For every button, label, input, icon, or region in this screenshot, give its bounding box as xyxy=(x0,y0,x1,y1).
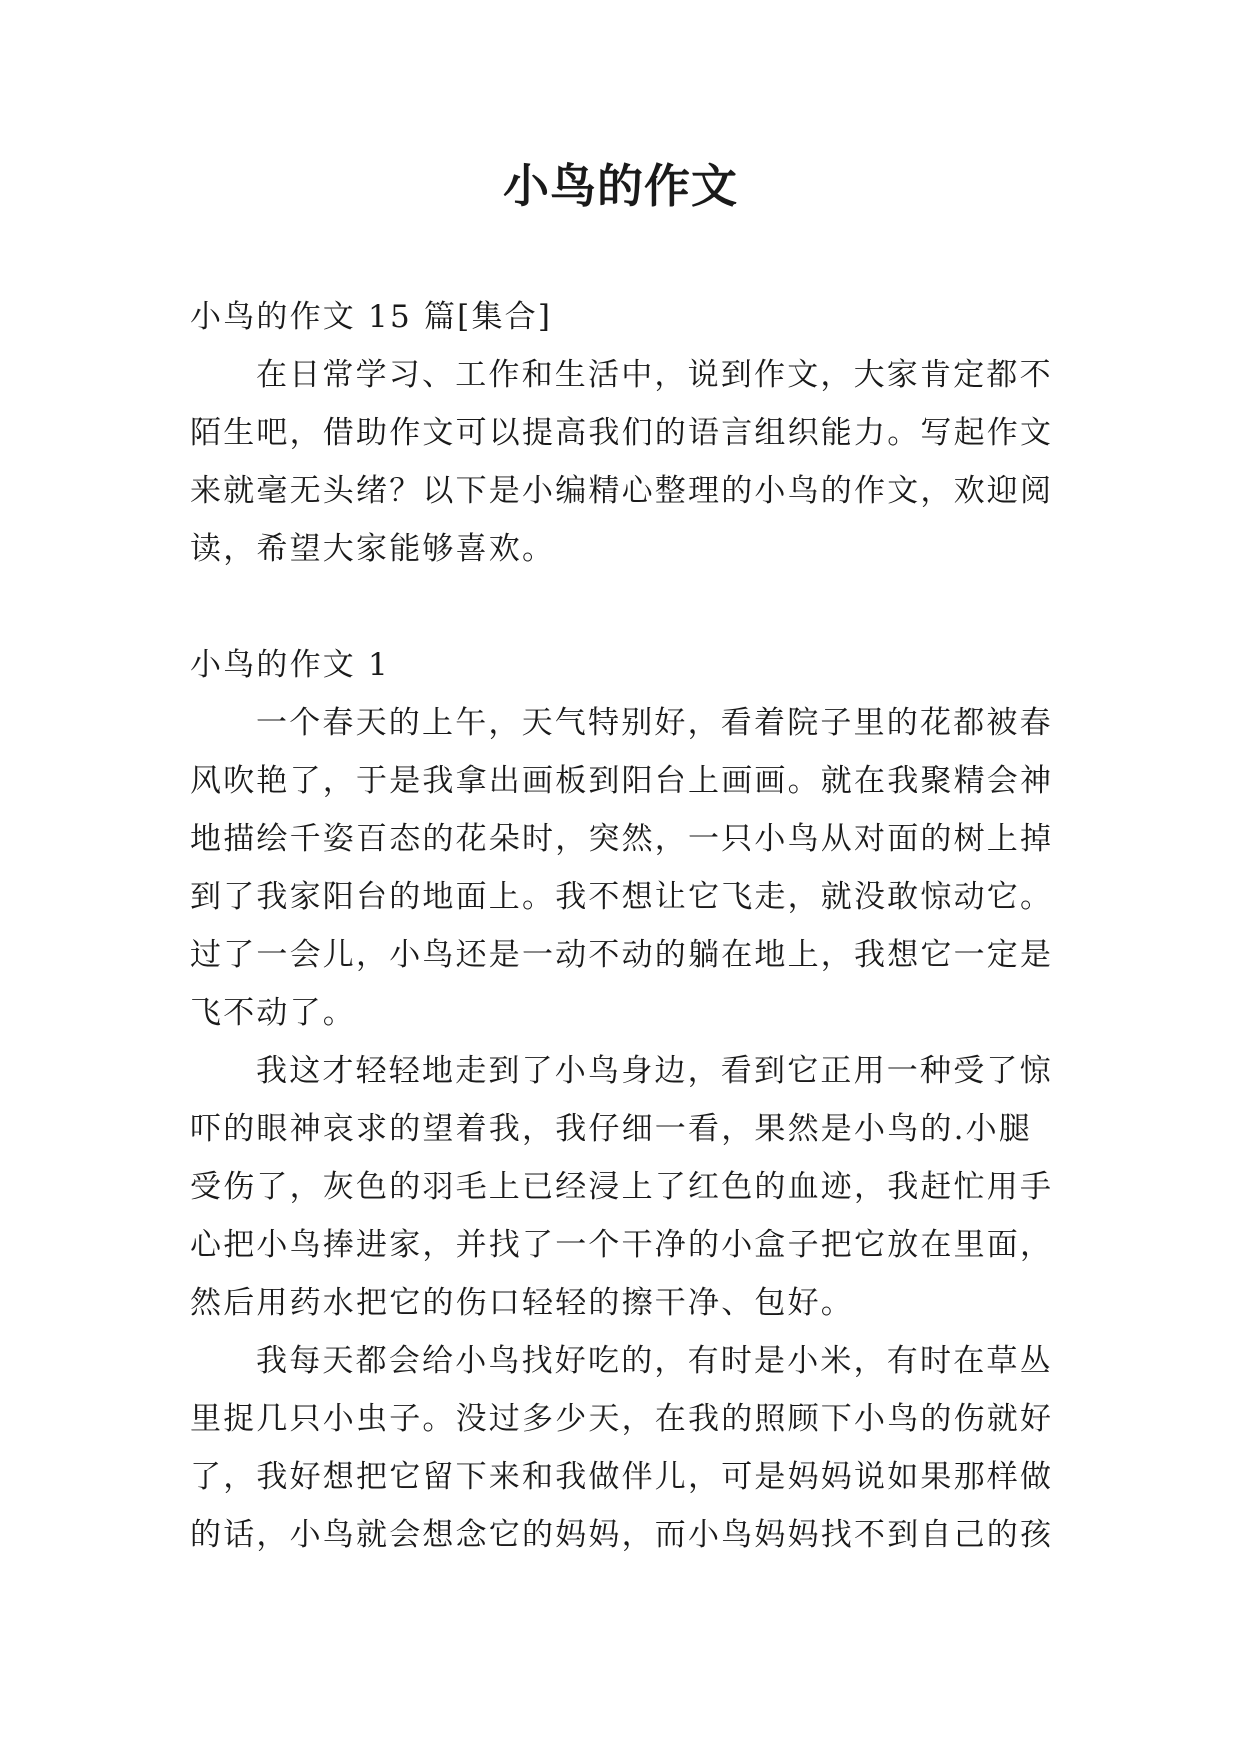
paragraph-line: 到了我家阳台的地面上。我不想让它飞走，就没敢惊动它。 xyxy=(190,879,1054,915)
paragraph-line: 陌生吧，借助作文可以提高我们的语言组织能力。写起作文 xyxy=(190,415,1054,451)
paragraph-line: 受伤了，灰色的羽毛上已经浸上了红色的血迹，我赶忙用手 xyxy=(190,1169,1054,1205)
story-paragraph-1 xyxy=(190,694,1052,1042)
document-title: 小鸟的作文 xyxy=(503,159,738,213)
section-heading: 小鸟的作文 1 xyxy=(190,647,390,683)
paragraph-line: 一个春天的上午，天气特别好，看着院子里的花都被春 xyxy=(256,705,1053,741)
paragraph-line: 过了一会儿，小鸟还是一动不动的躺在地上，我想它一定是 xyxy=(190,937,1054,973)
paragraph-line: 了，我好想把它留下来和我做伴儿，可是妈妈说如果那样做 xyxy=(190,1459,1054,1495)
paragraph-line: 里捉几只小虫子。没过多少天，在我的照顾下小鸟的伤就好 xyxy=(190,1401,1054,1437)
paragraph-line: 吓的眼神哀求的望着我，我仔细一看，果然是小鸟的.小腿 xyxy=(190,1111,1033,1147)
document-subtitle: 小鸟的作文 15 篇[集合] xyxy=(190,299,553,335)
paragraph-spacer xyxy=(190,578,1052,636)
paragraph-line: 读，希望大家能够喜欢。 xyxy=(190,531,556,567)
story-paragraph-2 xyxy=(190,1042,1052,1332)
story-paragraph-3 xyxy=(190,1332,1052,1564)
paragraph-line: 心把小鸟捧进家，并找了一个干净的小盒子把它放在里面， xyxy=(190,1227,1054,1263)
paragraph-line: 然后用药水把它的伤口轻轻的擦干净、包好。 xyxy=(190,1285,854,1321)
paragraph-line: 我这才轻轻地走到了小鸟身边，看到它正用一种受了惊 xyxy=(256,1053,1053,1089)
document-body xyxy=(190,288,1052,1564)
paragraph-line: 的话，小鸟就会想念它的妈妈，而小鸟妈妈找不到自己的孩 xyxy=(190,1517,1054,1553)
paragraph-line: 在日常学习、工作和生活中，说到作文，大家肯定都不 xyxy=(256,357,1053,393)
paragraph-line: 我每天都会给小鸟找好吃的，有时是小米，有时在草丛 xyxy=(256,1343,1053,1379)
paragraph-line: 地描绘千姿百态的花朵时，突然，一只小鸟从对面的树上掉 xyxy=(190,821,1054,857)
intro-paragraph xyxy=(190,346,1052,578)
paragraph-line: 飞不动了。 xyxy=(190,995,356,1031)
paragraph-line: 来就毫无头绪？以下是小编精心整理的小鸟的作文，欢迎阅 xyxy=(190,473,1054,509)
paragraph-line: 风吹艳了，于是我拿出画板到阳台上画画。就在我聚精会神 xyxy=(190,763,1054,799)
